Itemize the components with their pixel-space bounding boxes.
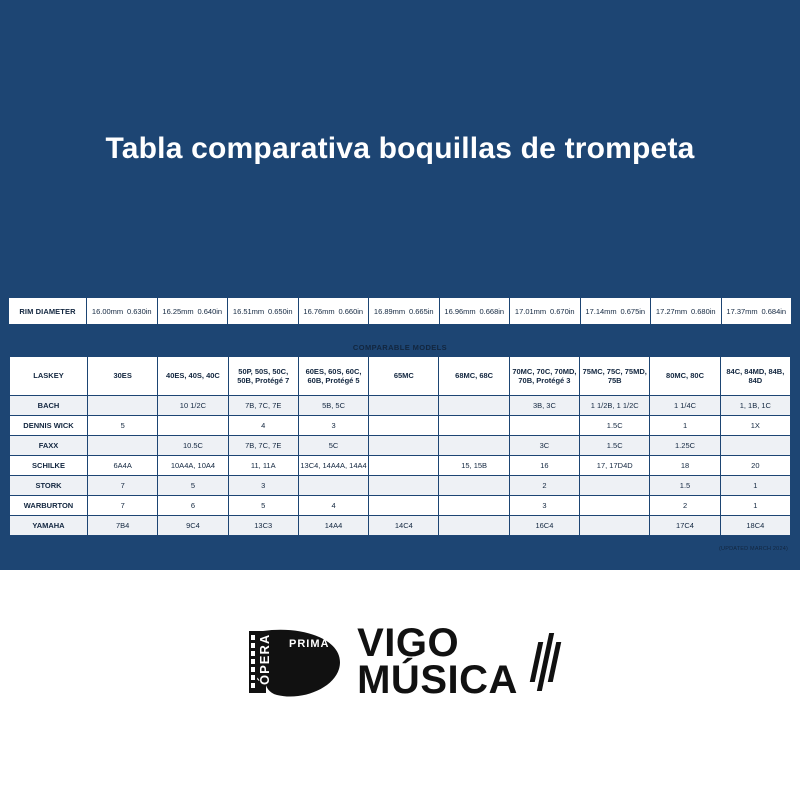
cell (439, 436, 509, 456)
cell: 3B, 3C (509, 396, 579, 416)
cell: 10.5C (158, 436, 228, 456)
cell: 1.5 (650, 476, 720, 496)
title-band (0, 0, 800, 288)
cell (369, 476, 439, 496)
column-header-5: 65MC (369, 357, 439, 396)
cell (580, 496, 650, 516)
rim-mm: 16.89mm (373, 306, 406, 316)
cell: 5 (88, 416, 158, 436)
cell (369, 396, 439, 416)
opera-prima-logo-icon (243, 625, 347, 699)
cell (439, 476, 509, 496)
cell: 17C4 (650, 516, 720, 536)
column-header-4: 60ES, 60S, 60C, 60B, Protégé 5 (298, 357, 368, 396)
cell: 11, 11A (228, 456, 298, 476)
cell (158, 416, 228, 436)
column-header-3: 50P, 50S, 50C, 50B, Protégé 7 (228, 357, 298, 396)
cell: 1X (720, 416, 790, 436)
rim-in: 0.640in (197, 306, 223, 316)
cell: 14A4 (298, 516, 368, 536)
rim-in: 0.630in (126, 306, 152, 316)
cell: 3 (298, 416, 368, 436)
cell (369, 416, 439, 436)
rim-diameter-cell (158, 298, 229, 324)
table-row (10, 516, 791, 536)
cell: 1.5C (580, 436, 650, 456)
cell: 18C4 (720, 516, 790, 536)
column-header-6: 68MC, 68C (439, 357, 509, 396)
logo (0, 621, 800, 702)
cell: 13C4, 14A4A, 14A4 (298, 456, 368, 476)
rim-in: 0.660in (338, 306, 364, 316)
comparison-table-wrapper (8, 337, 792, 537)
rim-diameter-cell (440, 298, 511, 324)
table-banner-row (10, 339, 791, 357)
column-header-2: 40ES, 40S, 40C (158, 357, 228, 396)
rim-diameter-cell (581, 298, 652, 324)
cell: 18 (650, 456, 720, 476)
cell: 1 (720, 476, 790, 496)
cell (720, 436, 790, 456)
cell: 2 (650, 496, 720, 516)
rim-in: 0.675in (620, 306, 646, 316)
table-row (10, 396, 791, 416)
cell: 16 (509, 456, 579, 476)
rim-mm: 17.37mm (726, 306, 758, 316)
row-brand: YAMAHA (10, 516, 88, 536)
rim-in: 0.668in (479, 306, 505, 316)
cell: 9C4 (158, 516, 228, 536)
column-header-1: 30ES (88, 357, 158, 396)
rim-diameter-cell (722, 298, 792, 324)
cell: 17, 17D4D (580, 456, 650, 476)
table-row (10, 456, 791, 476)
cell (439, 396, 509, 416)
cell (580, 516, 650, 536)
cell (369, 436, 439, 456)
cell (509, 416, 579, 436)
row-brand: STORK (10, 476, 88, 496)
cell: 15, 15B (439, 456, 509, 476)
rim-in: 0.680in (690, 306, 716, 316)
rim-diameter-strip (8, 297, 792, 325)
cell: 3 (228, 476, 298, 496)
cell: 4 (298, 496, 368, 516)
rim-in: 0.670in (549, 306, 575, 316)
rim-mm: 16.00mm (91, 306, 124, 316)
cell: 4 (228, 416, 298, 436)
cell: 3 (509, 496, 579, 516)
rim-mm: 16.25mm (162, 306, 194, 316)
column-header-8: 75MC, 75C, 75MD, 75B (580, 357, 650, 396)
rim-mm: 17.14mm (585, 306, 617, 316)
page-title: Tabla comparativa boquillas de trompeta (105, 132, 695, 165)
rim-in: 0.650in (267, 306, 293, 316)
table-row (10, 496, 791, 516)
cell: 5 (158, 476, 228, 496)
rim-diameter-cell (228, 298, 299, 324)
cell (439, 496, 509, 516)
rim-mm: 16.51mm (232, 306, 265, 316)
rim-in: 0.665in (408, 306, 434, 316)
svg-text:ÓPERA: ÓPERA (257, 633, 273, 685)
cell (88, 396, 158, 416)
cell (439, 516, 509, 536)
cell: 5 (228, 496, 298, 516)
row-brand: SCHILKE (10, 456, 88, 476)
row-brand: FAXX (10, 436, 88, 456)
row-brand: DENNIS WICK (10, 416, 88, 436)
rim-diameter-cell (510, 298, 581, 324)
cell: 5B, 5C (298, 396, 368, 416)
cell: 7B4 (88, 516, 158, 536)
logo-wordmark (357, 621, 518, 702)
rim-mm: 17.01mm (514, 306, 547, 316)
cell: 6A4A (88, 456, 158, 476)
row-brand: BACH (10, 396, 88, 416)
rim-in: 0.684in (761, 306, 787, 316)
svg-text:PRIMA: PRIMA (289, 638, 330, 650)
cell: 7B, 7C, 7E (228, 436, 298, 456)
cell: 1 1/4C (650, 396, 720, 416)
cell: 1 (650, 416, 720, 436)
cell: 6 (158, 496, 228, 516)
table-row (10, 476, 791, 496)
rim-mm: 16.76mm (303, 306, 335, 316)
updated-note: (UPDATED MARCH 2024) (719, 546, 788, 552)
cell: 10A4A, 10A4 (158, 456, 228, 476)
table-header-row (10, 357, 791, 396)
cell: 1.25C (650, 436, 720, 456)
cell (88, 436, 158, 456)
cell: 2 (509, 476, 579, 496)
column-header-7: 70MC, 70C, 70MD, 70B, Protégé 3 (509, 357, 579, 396)
rim-diameter-cell (369, 298, 440, 324)
cell: 3C (509, 436, 579, 456)
cell: 7B, 7C, 7E (228, 396, 298, 416)
rim-diameter-cell (87, 298, 158, 324)
cell: 5C (298, 436, 368, 456)
cell (369, 496, 439, 516)
logo-bars-icon (534, 625, 557, 699)
cell: 13C3 (228, 516, 298, 536)
cell: 1, 1B, 1C (720, 396, 790, 416)
column-header-9: 80MC, 80C (650, 357, 720, 396)
comparison-table (9, 338, 791, 536)
logo-vigo-text: VIGO (357, 621, 460, 666)
cell: 16C4 (509, 516, 579, 536)
rim-mm: 17.27mm (655, 306, 688, 316)
cell: 7 (88, 496, 158, 516)
logo-musica-text: MÚSICA (357, 658, 518, 702)
cell: 1 1/2B, 1 1/2C (580, 396, 650, 416)
cell: 20 (720, 456, 790, 476)
table-row (10, 436, 791, 456)
table-row (10, 416, 791, 436)
rim-diameter-label: RIM DIAMETER (9, 298, 87, 324)
cell: 1.5C (580, 416, 650, 436)
row-brand: WARBURTON (10, 496, 88, 516)
table-banner-label: COMPARABLE MODELS (10, 339, 791, 357)
cell (439, 416, 509, 436)
column-header-10: 84C, 84MD, 84B, 84D (720, 357, 790, 396)
column-header-laskey: LASKEY (10, 357, 88, 396)
cell: 1 (720, 496, 790, 516)
rim-diameter-cell (651, 298, 722, 324)
cell (298, 476, 368, 496)
cell (369, 456, 439, 476)
rim-diameter-cell (299, 298, 370, 324)
cell: 10 1/2C (158, 396, 228, 416)
rim-mm: 16.96mm (444, 306, 476, 316)
cell: 7 (88, 476, 158, 496)
cell: 14C4 (369, 516, 439, 536)
cell (580, 476, 650, 496)
